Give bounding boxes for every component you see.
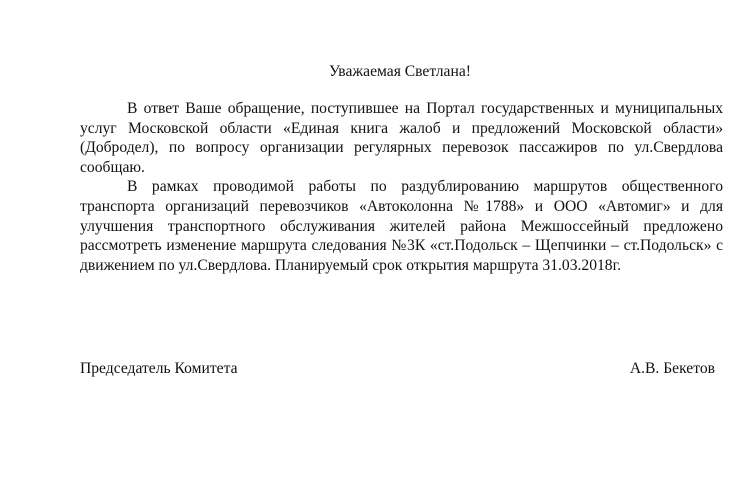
signatory-name: А.В. Бекетов: [629, 360, 715, 377]
letter-body: [80, 99, 723, 275]
greeting: Уважаемая Светлана!: [329, 63, 471, 80]
signatory-title: Председатель Комитета: [80, 360, 238, 377]
paragraph-response: В ответ Ваше обращение, поступившее на Портал государственных и муниципальных услуг Московской области «Единая книга жалоб и предложений Московской области» (Добродел), по вопросу организации регулярных перевозок пассажиров по ул.Свердлова сообщаю.: [80, 100, 723, 176]
paragraph-route-change: В рамках проводимой работы по раздублированию маршрутов общественного транспорта организаций перевозчиков «Автоколонна №1788» и ООО «Автомиг» и для улучшения транспортного обслуживания жителей района Межшоссейный предложено рассмотреть изменение маршрута следования №3К «ст.Подольск – Щепчинки – ст.Подольск» с движением по ул.Свердлова. Планируемый срок открытия маршрута 31.03.2018г.: [80, 178, 723, 274]
